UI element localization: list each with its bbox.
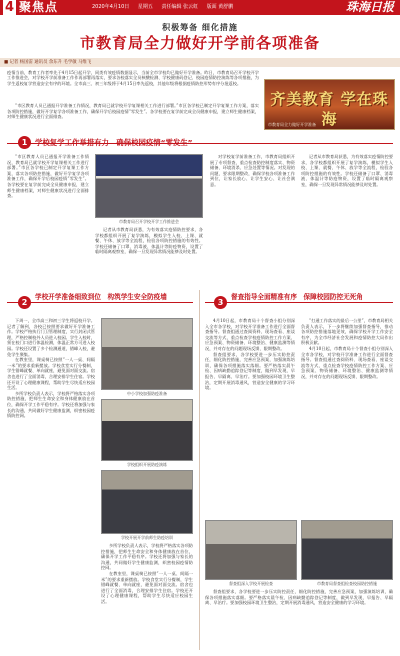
page-number: 4: [4, 0, 15, 15]
banner-caption: 市教育局全力做好开学准备: [268, 122, 316, 127]
section-2-badge: 2: [18, 296, 31, 309]
section-3-paragraph-1: 4月10日起，市教育局十个督查小组分别深入全市各学校，对学校开学准备工作进行全面督查指导。督查组通过查阅资料、现场查看、座谈交流等方式，重点检查学校疫情防控工作方案、应急预案、物资储备、环境整治、健康监测等情况，并对存在的问题现场反馈、限期整改。: [205, 318, 295, 351]
article-lead: 疫情当前，教育工作者率先于4月15日起开学，同类有效疫情数据显示，当前全市学校均已做好开学准备。昨日，市教育局召开学校开学工作推进会，对学校开学前准备工作作再部署再落实，要求各校落实全员核酸检测、学校健康码登记、校园疫情防控演练等各项措施，为学生返校复学营造安全有序的环境。全市高三、初三年级将于4月15日率先返校，其他年级将根据疫情防控形势有序分批返校。: [7, 70, 259, 86]
section-1-column-1: [7, 154, 89, 280]
section-1-paragraph-1: “市区教育人员已通报开学准备工作情况，教育局已就学校开学复课相关工作进行部署。”市区各学校已制定开学复课工作方案，落实各项防控措施，做好开学复学各项准备工作，确保开学后校园疫情“零发生”。各学校要在复学前完成全员健康申报，建立师生健康档案，对师生健康状况进行全面排查。: [7, 154, 89, 199]
section-3-footer-text: [205, 589, 393, 648]
section-1-title: 学校复学工作举措有力 确保校园疫情“零发生”: [35, 138, 193, 147]
article-kicker: 积极筹备 细化措施: [162, 22, 238, 32]
column-divider: [199, 290, 200, 650]
drill-photo: [101, 399, 193, 461]
training-photo-caption: 学校开展开学前师生防疫培训: [121, 535, 173, 540]
issue-weekday: 星期五: [137, 4, 153, 10]
section-1-paragraph-4: 记者从市教育局获悉，为有效落实疫情防控要求，各学校都组织开展了复学演练，模拟学生入校、上课、就餐、午休、放学等全流程，检验各项防控措施的有效性。学校还储备了口罩、消毒液、体温计等防疫物资，设置了临时隔离观察室，确保一旦发现异常情况能够及时处置。: [301, 154, 393, 187]
drill-photo-caption: 学校组织开展防疫演练: [127, 462, 167, 467]
article-byline: ■ 记者 杨国雷 通讯员 余东升 毛学敏 马维飞: [0, 58, 400, 67]
banner-calligraphy: 齐美教育 学在珠海: [270, 90, 389, 128]
section-3-paragraph-4: 4月10日起，市教育局十个督查小组分别深入全市各学校，对学校开学准备工作进行全面督查指导。督查组通过查阅资料、现场查看、座谈交流等方式，重点检查学校疫情防控工作方案、应急预案、物资储备、环境整治、健康监测等情况，并对存在的问题现场反馈、限期整改。: [301, 345, 393, 379]
section-2-paragraph-2: 在教室里，课桌椅已按照“一人一桌、间隔一米”的要求重新摆放。学校食堂实行分餐制，学生错峰就餐、单向就座，避免面对面交流。宿舍也进行了全面消毒，合理安排学生住宿。学校还开设了心理健康课程，帮助学生尽快适应校园生活。: [7, 357, 95, 391]
section-name: 聚焦点: [19, 0, 59, 14]
designer-credit: 版面 黄舒鹏: [206, 4, 234, 10]
section-2-paragraph-1: 下周一，全市高三和初三学生将返校开学。记者了解到，各校已按照要求做好开学准备工作。学校严格执行门卫管理制度，实行封闭式管理，严格控制校外人员进入校园。学生入校时，须在校门口进行体温检测，体温正常方可进入校园。学校还设置了多个检测通道，错峰入校，避免学生聚集。: [7, 318, 95, 357]
section-2-paragraph-3: 多所学校负责人表示，学校将严格落实各项防控措施，把师生生命安全和身体健康放在首位，确保开学工作平稳有序。学校还将加强与家长的沟通，共同做好学生健康监测，织密校园疫情防控网。: [7, 390, 95, 419]
inspection-caption-2: 市教育局督查组检查校园防控措施: [317, 581, 377, 586]
inspection-caption-1: 督查组深入学校开展检查: [229, 581, 273, 586]
section-3-paragraph-2: 督查组要求，各学校要进一步压实防控责任，细化防控措施，完善应急预案，加强演练培训，确保各项措施落实落细。要严格落实晨午检、因病缺勤追踪登记等制度，做到早发现、早报告、早隔离、早治疗。要加强校园环境卫生整治，定期开展消毒通风，营造安全健康的学习环境。: [205, 351, 295, 391]
lead-paragraph-2: “市区教育人员已通报开学准备工作情况，教育局已就学校开学复课相关工作进行部署。”市区各学校已制定开学复课工作方案，落实各项防控措施，做好开学复学各项准备工作，确保开学后校园疫情“零发生”。各学校要在复学前完成全员健康申报，建立师生健康档案，对师生健康状况进行全面排查。: [7, 103, 259, 120]
section-2-title: 学校开学准备细致到位 构筑学生安全防疫墙: [35, 293, 167, 301]
section-2-paragraph-4: 多所学校负责人表示，学校将严格落实各项防控措施，把师生生命安全和身体健康放在首位，确保开学工作平稳有序。学校还将加强与家长的沟通，共同做好学生健康监测，织密校园疫情防控网。: [101, 543, 193, 571]
inspection-photo-2: [301, 520, 393, 580]
section-1-paragraph-3: 对学校复学前准备工作，市教育局组织开展了专项督查，重点检查防控制度落实、物资储备、环境消杀、应急处置等情况。对发现的问题，要求限期整改，确保学校各项准备工作到位，让家长放心、让学生安心、让社会满意。: [210, 154, 295, 187]
section-3-column-2: [301, 318, 393, 518]
section-1-column-4: [301, 154, 393, 280]
section-2-column-2: [101, 543, 193, 648]
section-3-rule: [205, 302, 393, 303]
section-3-paragraph-5: 督查组要求，各学校要进一步压实防控责任，细化防控措施，完善应急预案，加强演练培训，确保各项措施落实落细。要严格落实晨午检、因病缺勤追踪登记等制度，做到早发现、早报告、早隔离、早治疗。要加强校园环境卫生整治，定期开展消毒通风，营造安全健康的学习环境。: [205, 589, 393, 606]
editor-credit: 责任编辑 张云虹: [161, 4, 199, 10]
section-2-column-1: [7, 318, 95, 648]
section-2-rule: [7, 302, 193, 303]
meeting-photo: [95, 154, 203, 218]
inspection-photo-1: [205, 520, 297, 580]
section-1-paragraph-2: 记者从市教育局获悉，为有效落实疫情防控要求，各学校都组织开展了复学演练，模拟学生入校、上课、就餐、午休、放学等全流程，检验各项防控措施的有效性。学校还储备了口罩、消毒液、体温计等防疫物资，设置了临时隔离观察室，确保一旦发现异常情况能够及时处置。: [95, 227, 203, 255]
mask-check-caption: 中小学校加强防疫准备: [127, 391, 167, 396]
article-headline: 市教育局全力做好开学前各项准备: [79, 34, 320, 52]
section-1-column-3: [210, 154, 295, 280]
section-3-paragraph-3: “打通工作落实的最后一公里”，市教育局相关负责人表示，下一步将继续加强督查指导，推动各项防控措施落地见效，确保学校开学工作安全有序，为全市经济社会发展和疫情防控大局作出积极贡献。: [301, 318, 393, 346]
section-1-column-2: [95, 227, 203, 280]
newspaper-logo: 珠海日报: [345, 0, 394, 14]
section-1-badge: 1: [18, 136, 31, 149]
section-3-title: 督查指导全面精准有序 保障校园防控无死角: [231, 293, 363, 301]
banner-photo: [264, 79, 395, 130]
page-masthead: [0, 0, 400, 15]
lead-continued: [7, 103, 259, 130]
masthead-meta: [92, 3, 240, 12]
meeting-photo-caption: 市教育局召开学校开学工作推进会: [119, 219, 179, 224]
training-photo: [101, 470, 193, 534]
issue-date: 2020年4月10日: [92, 4, 130, 10]
section-2-paragraph-5: 在教室里，课桌椅已按照“一人一桌、间隔一米”的要求重新摆放。学校食堂实行分餐制，学生错峰就餐、单向就座，避免面对面交流。宿舍也进行了全面消毒，合理安排学生住宿。学校还开设了心理健康课程，帮助学生尽快适应校园生活。: [101, 570, 193, 604]
mask-check-photo: [101, 318, 193, 390]
section-3-badge: 3: [214, 296, 227, 309]
